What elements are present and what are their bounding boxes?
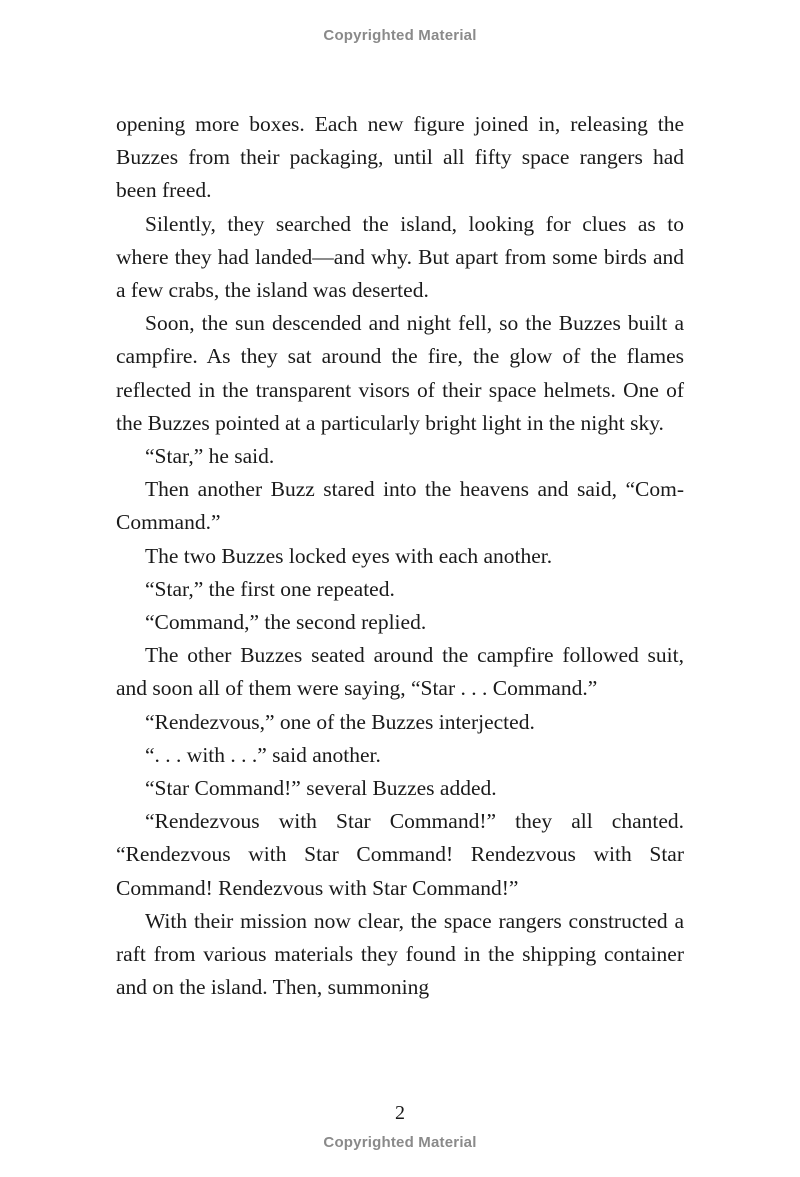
paragraph: opening more boxes. Each new figure joined in, releasing the Buzzes from their packaging, until all fifty space rangers had been freed. — [116, 112, 684, 203]
paragraph: The two Buzzes locked eyes with each another. — [145, 543, 553, 568]
paragraph: “Star,” he said. — [145, 444, 275, 469]
copyright-watermark-top: Copyrighted Material — [323, 27, 477, 44]
paragraph: “Rendezvous with Star Command!” they all chanted. “Rendezvous with Star Command! Rendezvous with Star Command! Rendezvous with Star Command!” — [116, 809, 684, 900]
page-number: 2 — [395, 1102, 405, 1124]
paragraph: Soon, the sun descended and night fell, so the Buzzes built a campfire. As they sat around the fire, the glow of the flames reflected in the transparent visors of their space helmets. One of the Buzzes pointed at a particularly bright light in the night sky. — [116, 311, 684, 435]
paragraph: Then another Buzz stared into the heavens and said, “Com-Command.” — [116, 477, 684, 535]
paragraph: Silently, they searched the island, looking for clues as to where they had landed—and why. But apart from some birds and a few crabs, the island was deserted. — [116, 211, 684, 303]
paragraph: “. . . with . . .” said another. — [145, 742, 381, 767]
paragraph: “Rendezvous,” one of the Buzzes interjected. — [145, 709, 535, 734]
paragraph: “Star,” the first one repeated. — [145, 576, 395, 601]
copyright-watermark-bottom: Copyrighted Material — [323, 1134, 477, 1151]
paragraph: “Star Command!” several Buzzes added. — [145, 776, 497, 801]
paragraph: With their mission now clear, the space rangers constructed a raft from various materials they found in the shipping container and on the island. Then, summoning — [116, 908, 684, 1000]
paragraph: The other Buzzes seated around the campfire followed suit, and soon all of them were saying, “Star . . . Command.” — [116, 643, 684, 701]
body-text — [116, 108, 684, 1004]
paragraph: “Command,” the second replied. — [145, 610, 427, 635]
